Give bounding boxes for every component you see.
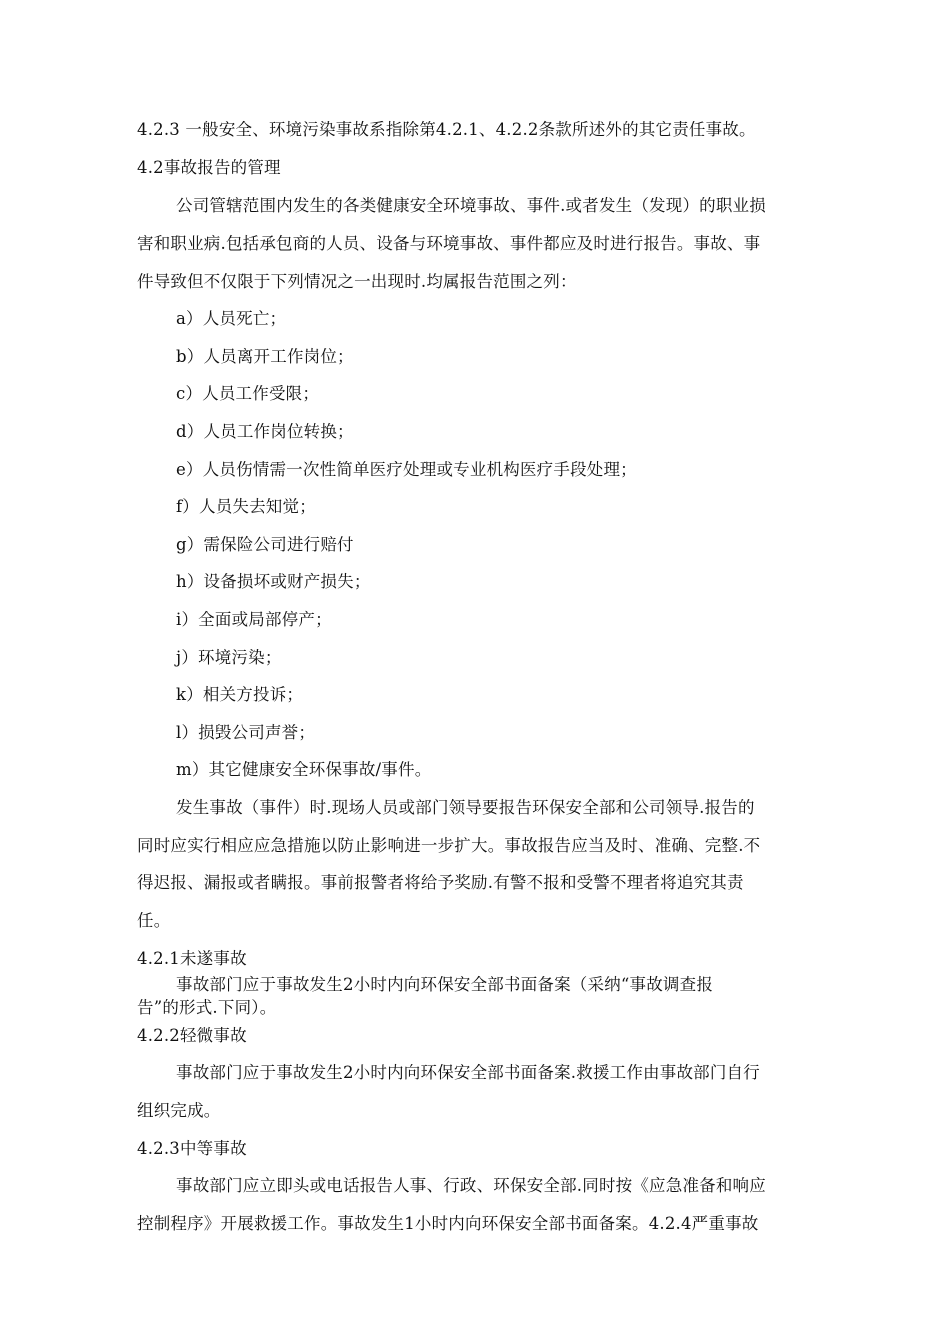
report-scope-line-2: 害和职业病.包括承包商的人员、设备与环境事故、事件都应及时进行报告。事故、事 (137, 234, 761, 253)
condition-item-f: f）人员失去知觉； (176, 497, 316, 516)
condition-item-m: m）其它健康安全环保事故/事件。 (176, 760, 432, 779)
minor-accident-heading: 4.2.2轻微事故 (137, 1026, 247, 1045)
condition-item-b: b）人员离开工作岗位； (176, 347, 354, 366)
minor-accident-line-1: 事故部门应于事故发生2小时内向环保安全部书面备案.救援工作由事故部门自行 (176, 1063, 760, 1082)
report-procedure-line-4: 任。 (137, 911, 171, 930)
report-scope-line-3: 件导致但不仅限于下列情况之一出现时.均属报告范围之列： (137, 272, 577, 291)
condition-item-g: g）需保险公司进行赔付 (176, 535, 354, 554)
report-procedure-line-1: 发生事故（事件）时.现场人员或部门领导要报告环保安全部和公司领导.报告的 (176, 798, 755, 817)
intro-clause: 4.2.3 一般安全、环境污染事故系指除第4.2.1、4.2.2条款所述外的其它责任事故。 (137, 120, 756, 139)
near-miss-line-2: 告”的形式.下同）。 (137, 998, 277, 1017)
condition-item-c: c）人员工作受限； (176, 384, 320, 403)
report-procedure-line-3: 得迟报、漏报或者瞒报。事前报警者将给予奖励.有警不报和受警不理者将追究其责 (137, 873, 744, 892)
condition-item-e: e）人员伤情需一次性简单医疗处理或专业机构医疗手段处理； (176, 460, 637, 479)
condition-item-k: k）相关方投诉； (176, 685, 304, 704)
report-scope-line-1: 公司管辖范围内发生的各类健康安全环境事故、事件.或者发生（发现）的职业损 (176, 196, 766, 215)
moderate-accident-line-1: 事故部门应立即头或电话报告人事、行政、环保安全部.同时按《应急准备和响应 (176, 1176, 766, 1195)
report-procedure-line-2: 同时应实行相应应急措施以防止影响进一步扩大。事故报告应当及时、准确、完整.不 (137, 836, 761, 855)
moderate-accident-heading: 4.2.3中等事故 (137, 1139, 247, 1158)
section-heading: 4.2事故报告的管理 (137, 158, 281, 177)
near-miss-line-1: 事故部门应于事故发生2小时内向环保安全部书面备案（采纳“事故调查报 (176, 975, 714, 994)
condition-item-j: j）环境污染； (176, 648, 282, 667)
condition-item-i: i）全面或局部停产； (176, 610, 332, 629)
minor-accident-line-2: 组织完成。 (137, 1101, 221, 1120)
condition-item-l: l）损毁公司声誉； (176, 723, 316, 742)
condition-item-d: d）人员工作岗位转换； (176, 422, 354, 441)
moderate-accident-line-2: 控制程序》开展救援工作。事故发生1小时内向环保安全部书面备案。4.2.4严重事故 (137, 1214, 759, 1233)
near-miss-heading: 4.2.1未遂事故 (137, 949, 247, 968)
condition-item-a: a）人员死亡； (176, 309, 287, 328)
condition-item-h: h）设备损坏或财产损失； (176, 572, 371, 591)
